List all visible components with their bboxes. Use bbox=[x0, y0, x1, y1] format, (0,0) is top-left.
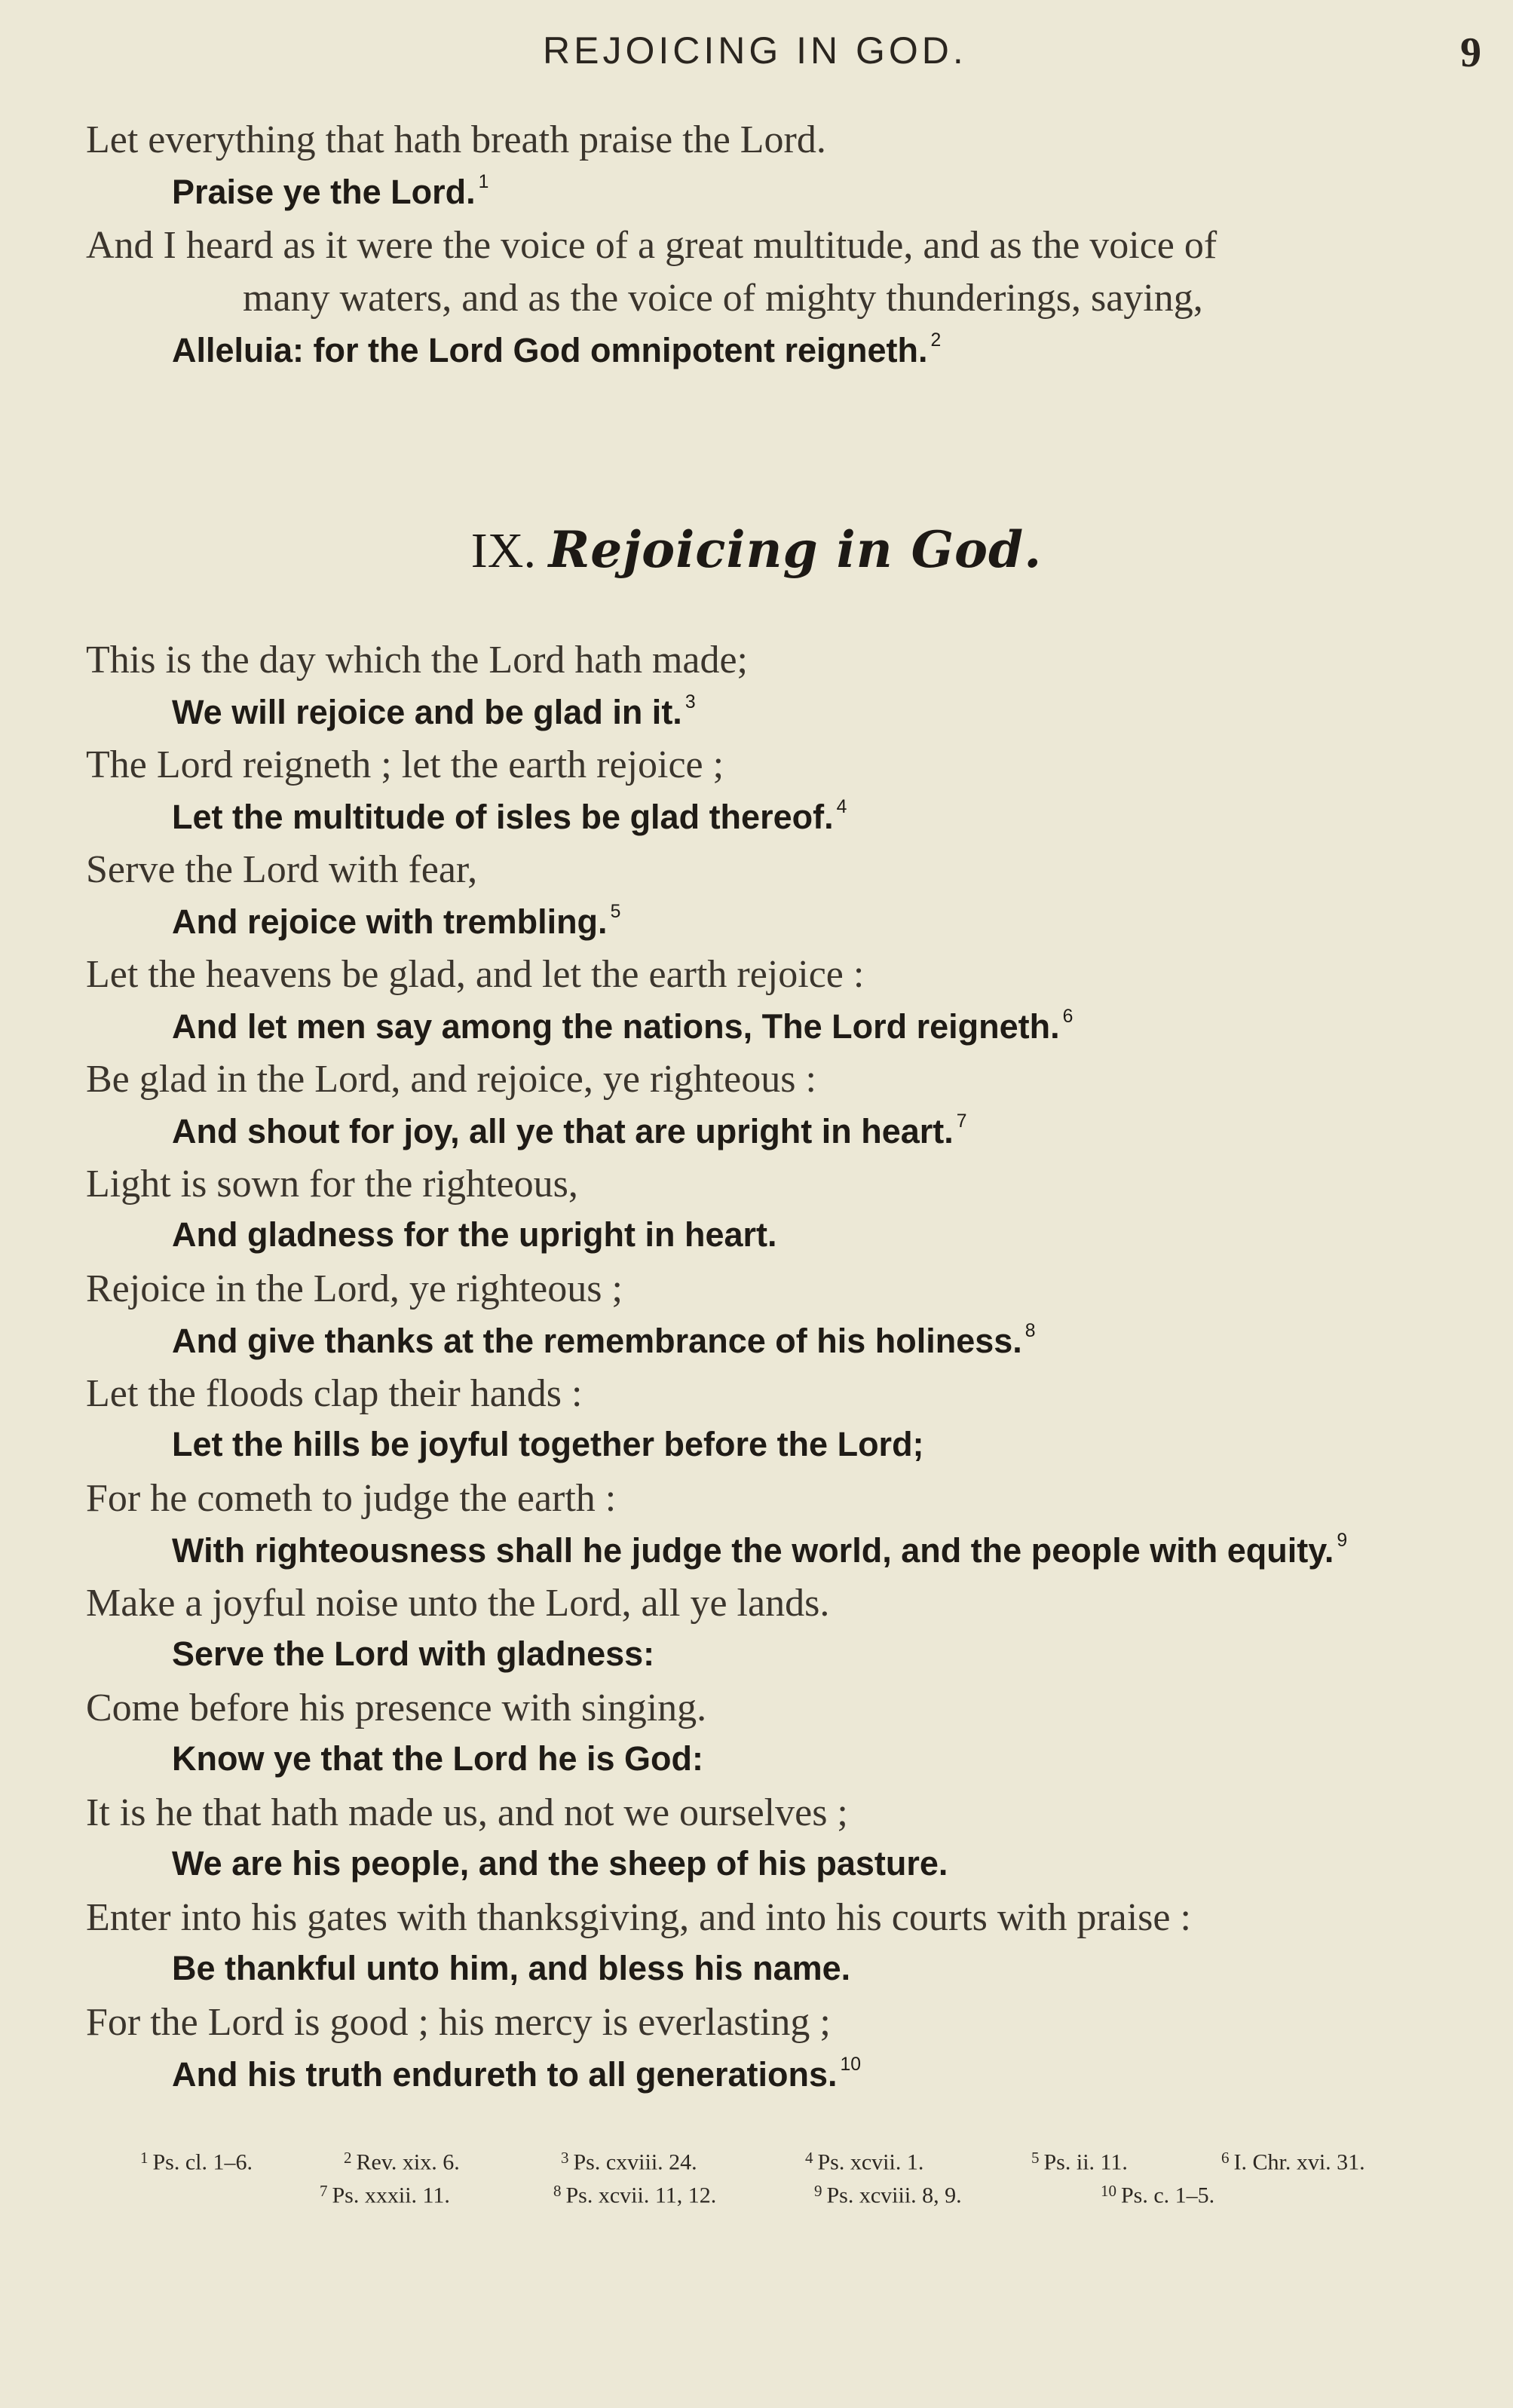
footnote-reference bbox=[344, 2149, 460, 2175]
footnote-number: 1 bbox=[140, 2149, 149, 2167]
footnote-number: 9 bbox=[814, 2182, 822, 2200]
footnote-citation: Ps. ii. 11. bbox=[1043, 2149, 1128, 2175]
footnote-marker: 4 bbox=[836, 796, 847, 817]
verse-line bbox=[86, 1791, 848, 1834]
line-text: Enter into his gates with thanksgiving, and into his courts with praise : bbox=[86, 1896, 1191, 1939]
line-text: It is he that hath made us, and not we ourselves ; bbox=[86, 1791, 848, 1834]
footnote-reference bbox=[814, 2182, 962, 2208]
footnote-reference bbox=[1031, 2149, 1128, 2175]
footnote-citation: Ps. cl. 1–6. bbox=[152, 2149, 253, 2175]
line-text: many waters, and as the voice of mighty thunderings, saying, bbox=[243, 277, 1203, 320]
footnote-marker: 5 bbox=[610, 901, 621, 922]
line-text: And his truth endureth to all generations. bbox=[172, 2054, 838, 2094]
footnote-citation: Rev. xix. 6. bbox=[356, 2149, 460, 2175]
line-text: Know ye that the Lord he is God: bbox=[172, 1739, 704, 1778]
verse-line bbox=[86, 1689, 706, 1728]
footnote-reference bbox=[1221, 2149, 1365, 2175]
verse-line bbox=[243, 279, 1203, 318]
footnote-reference bbox=[140, 2149, 253, 2175]
line-text: For he cometh to judge the earth : bbox=[86, 1477, 617, 1520]
footnote-citation: Ps. xcvii. 1. bbox=[817, 2149, 924, 2175]
footnote-number: 7 bbox=[320, 2182, 328, 2200]
line-text: Rejoice in the Lord, ye righteous ; bbox=[86, 1267, 623, 1310]
response-line bbox=[172, 1006, 1073, 1046]
line-text: Come before his presence with singing. bbox=[86, 1687, 707, 1729]
footnote-citation: Ps. c. 1–5. bbox=[1121, 2183, 1215, 2208]
section-numeral: IX. bbox=[470, 523, 536, 578]
footnote-citation: Ps. cxviii. 24. bbox=[573, 2149, 697, 2175]
verse-line bbox=[86, 1584, 829, 1623]
verse-line bbox=[86, 2003, 831, 2042]
footnote-reference bbox=[1101, 2182, 1214, 2208]
section-heading bbox=[0, 520, 1513, 580]
line-text: We are his people, and the sheep of his pasture. bbox=[172, 1843, 948, 1883]
section-title: Rejoicing in God. bbox=[548, 520, 1043, 579]
line-text: Be glad in the Lord, and rejoice, ye righteous : bbox=[86, 1058, 816, 1101]
footnote-reference bbox=[561, 2149, 697, 2175]
footnote-citation: Ps. xcvii. 11, 12. bbox=[565, 2183, 717, 2208]
line-text: We will rejoice and be glad in it. bbox=[172, 692, 682, 731]
line-text: Let the hills be joyful together before the Lord; bbox=[172, 1424, 924, 1463]
line-text: And gladness for the upright in heart. bbox=[172, 1215, 777, 1254]
verse-line bbox=[86, 641, 748, 680]
line-text: And let men say among the nations, The Lord reigneth. bbox=[172, 1006, 1060, 1046]
footnote-marker: 10 bbox=[840, 2054, 862, 2075]
response-line bbox=[172, 1215, 777, 1254]
footnote-citation: Ps. xcviii. 8, 9. bbox=[826, 2183, 962, 2208]
response-line bbox=[172, 1948, 851, 1987]
footnote-number: 6 bbox=[1221, 2149, 1230, 2167]
footnote-marker: 9 bbox=[1337, 1530, 1348, 1551]
line-text: And shout for joy, all ye that are upright in heart. bbox=[172, 1111, 954, 1150]
running-title: REJOICING IN GOD. bbox=[543, 29, 967, 72]
footnote-citation: Ps. xxxii. 11. bbox=[332, 2183, 450, 2208]
footnote-reference bbox=[320, 2182, 450, 2208]
line-text: And I heard as it were the voice of a great multitude, and as the voice of bbox=[86, 224, 1217, 267]
footnote-marker: 6 bbox=[1062, 1006, 1073, 1027]
response-line bbox=[172, 903, 620, 939]
response-line bbox=[172, 1424, 924, 1463]
response-line bbox=[172, 172, 489, 212]
footnote-reference bbox=[553, 2182, 716, 2208]
verse-line bbox=[86, 955, 864, 994]
response-line bbox=[172, 330, 942, 370]
footnote-marker: 3 bbox=[685, 691, 696, 712]
response-line bbox=[172, 1113, 967, 1148]
line-text: Let the floods clap their hands : bbox=[86, 1372, 583, 1415]
response-line bbox=[172, 1634, 655, 1673]
line-text: Praise ye the Lord. bbox=[172, 173, 476, 212]
line-text: Serve the Lord with gladness: bbox=[172, 1634, 655, 1673]
response-line bbox=[172, 1739, 704, 1778]
verse-line bbox=[86, 1060, 816, 1099]
footnote-citation: I. Chr. xvi. 31. bbox=[1233, 2149, 1365, 2175]
footnote-number: 8 bbox=[553, 2182, 562, 2200]
footnote-number: 10 bbox=[1101, 2182, 1116, 2200]
verse-line bbox=[86, 1165, 578, 1204]
verse-line bbox=[86, 118, 826, 161]
page-number: 9 bbox=[1460, 29, 1481, 76]
line-text: For the Lord is good ; his mercy is everlasting ; bbox=[86, 2001, 831, 2044]
line-text: Let the heavens be glad, and let the earth rejoice : bbox=[86, 953, 865, 996]
footnote-marker: 7 bbox=[956, 1111, 967, 1132]
response-line bbox=[172, 798, 847, 834]
line-text: Light is sown for the righteous, bbox=[86, 1163, 578, 1206]
footnote-number: 3 bbox=[561, 2149, 569, 2167]
verse-line bbox=[86, 226, 1217, 265]
footnote-marker: 1 bbox=[478, 172, 489, 192]
line-text: And give thanks at the remembrance of his holiness. bbox=[172, 1321, 1022, 1360]
line-text: The Lord reigneth ; let the earth rejoice ; bbox=[86, 743, 724, 786]
verse-line bbox=[86, 1479, 616, 1518]
line-text: Let everything that hath breath praise the Lord. bbox=[86, 118, 826, 161]
line-text: This is the day which the Lord hath made; bbox=[86, 639, 749, 682]
response-line bbox=[172, 1530, 1348, 1570]
response-line bbox=[172, 691, 696, 731]
line-text: With righteousness shall he judge the world, and the people with equity. bbox=[172, 1530, 1334, 1570]
running-head bbox=[0, 29, 1513, 81]
response-line bbox=[172, 2054, 862, 2094]
footnote-number: 5 bbox=[1031, 2149, 1040, 2167]
line-text: Let the multitude of isles be glad thereof. bbox=[172, 797, 834, 836]
footnote-marker: 8 bbox=[1024, 1320, 1036, 1341]
verse-line bbox=[86, 1267, 623, 1310]
line-text: Serve the Lord with fear, bbox=[86, 848, 478, 891]
footnote-reference bbox=[805, 2149, 923, 2175]
line-text: Alleluia: for the Lord God omnipotent reigneth. bbox=[172, 331, 928, 370]
line-text: And rejoice with trembling. bbox=[172, 902, 608, 941]
verse-line bbox=[86, 1374, 582, 1414]
footnote-marker: 2 bbox=[930, 330, 942, 351]
response-line bbox=[172, 1322, 1036, 1358]
verse-line bbox=[86, 743, 724, 786]
line-text: Make a joyful noise unto the Lord, all ye lands. bbox=[86, 1582, 830, 1625]
verse-line bbox=[86, 1898, 1191, 1938]
footnote-number: 2 bbox=[344, 2149, 352, 2167]
response-line bbox=[172, 1843, 948, 1883]
footnote-number: 4 bbox=[805, 2149, 813, 2167]
verse-line bbox=[86, 850, 477, 890]
line-text: Be thankful unto him, and bless his name. bbox=[172, 1948, 851, 1987]
